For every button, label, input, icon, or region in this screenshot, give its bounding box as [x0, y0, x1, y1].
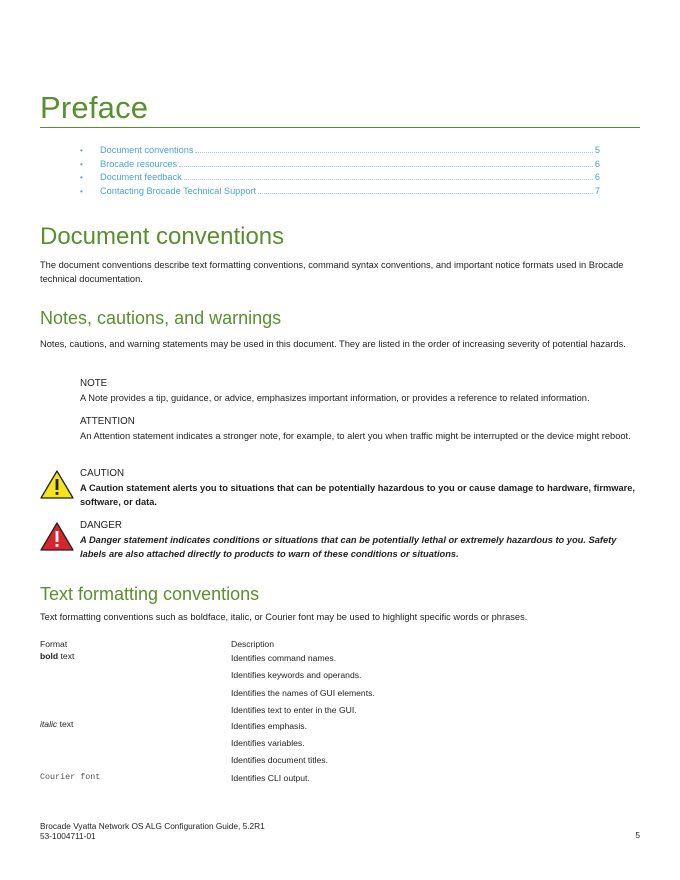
- toc-leader: [184, 178, 593, 180]
- bullet-icon: •: [80, 186, 83, 196]
- danger-text: A Danger statement indicates conditions or situations that can be potentially lethal or extremely hazardous to you. Safety labels are also attached directly to products to warn of these conditions or situations.: [80, 535, 617, 559]
- danger-label: DANGER: [80, 520, 122, 531]
- attention-text: An Attention statement indicates a stronger note, for example, to alert you when traffic might be interrupted or the device might reboot.: [80, 431, 631, 441]
- format-courier-sample: Courier font: [40, 771, 101, 782]
- description-line: Identifies document titles.: [231, 755, 328, 766]
- section-heading-text-formatting: Text formatting conventions: [40, 584, 260, 604]
- toc-item-document-feedback[interactable]: [80, 172, 600, 186]
- description-line: Identifies variables.: [231, 738, 305, 749]
- notes-intro-text: Notes, cautions, and warning statements may be used in this document. They are listed in the order of increasing severity of potential hazards.: [40, 339, 626, 349]
- format-cell: [40, 651, 231, 719]
- formatting-table: [40, 637, 640, 788]
- text-formatting-intro: Text formatting conventions such as boldface, italic, or Courier font may be used to highlight specific words or phrases.: [40, 612, 528, 622]
- toc-page-number: 6: [594, 172, 600, 183]
- table-row: [40, 719, 640, 771]
- toc-leader: [258, 192, 593, 194]
- bullet-icon: •: [80, 173, 83, 183]
- description-line: Identifies keywords and operands.: [231, 670, 362, 681]
- bullet-icon: •: [80, 146, 83, 155]
- description-line: Identifies the names of GUI elements.: [231, 687, 375, 698]
- caution-icon: [40, 469, 74, 499]
- section-heading-document-conventions: Document conventions: [40, 223, 285, 250]
- toc-item-label: Contacting Brocade Technical Support: [100, 185, 257, 196]
- description-cell: [231, 719, 640, 771]
- bullet-icon: •: [80, 159, 83, 169]
- table-row: [40, 651, 640, 719]
- table-of-contents: [80, 145, 600, 199]
- description-line: Identifies emphasis.: [231, 720, 307, 731]
- format-cell: [40, 719, 231, 771]
- description-cell: [231, 771, 640, 788]
- attention-block: [80, 415, 640, 443]
- note-block: [80, 377, 640, 405]
- caution-label: CAUTION: [80, 468, 125, 479]
- table-row: [40, 771, 640, 788]
- note-label: NOTE: [80, 378, 108, 389]
- toc-item-document-conventions[interactable]: [80, 145, 600, 159]
- section-heading-notes: Notes, cautions, and warnings: [40, 308, 282, 328]
- table-header-row: [40, 637, 640, 651]
- footer-part-number: 53-1004711-01: [40, 830, 96, 841]
- page-footer: [40, 822, 265, 841]
- footer-document-title: Brocade Vyatta Network OS ALG Configuration Guide, 5.2R1: [40, 821, 265, 831]
- note-text: A Note provides a tip, guidance, or advice, emphasizes important information, or provides a reference to related information.: [80, 393, 590, 403]
- toc-leader: [179, 165, 593, 167]
- format-suffix: text: [57, 718, 74, 729]
- title-rule: [40, 127, 640, 128]
- caution-text: A Caution statement alerts you to situations that can be potentially hazardous to you or cause damage to hardware, firmware, software, or data.: [80, 483, 635, 507]
- attention-label: ATTENTION: [80, 416, 135, 427]
- danger-block: [80, 519, 640, 561]
- description-line: Identifies text to enter in the GUI.: [231, 704, 357, 715]
- description-line: Identifies command names.: [231, 653, 337, 663]
- toc-leader: [195, 151, 592, 153]
- description-cell: [231, 651, 640, 719]
- caution-block: [80, 467, 640, 509]
- description-line: Identifies CLI output.: [231, 772, 310, 783]
- format-cell: [40, 771, 231, 788]
- format-italic-sample: italic: [40, 718, 58, 729]
- toc-page-number: 6: [594, 158, 600, 169]
- toc-item-label: Document conventions: [100, 145, 194, 155]
- column-header-description: Description: [231, 639, 274, 649]
- format-suffix: text: [58, 651, 75, 661]
- format-bold-sample: bold: [40, 651, 59, 661]
- page-title: Preface: [40, 90, 149, 125]
- danger-icon: [40, 521, 74, 551]
- toc-page-number: 7: [594, 185, 600, 196]
- column-header-format: Format: [40, 639, 68, 649]
- toc-item-label: Document feedback: [100, 172, 182, 183]
- toc-item-technical-support[interactable]: [80, 186, 600, 200]
- toc-item-brocade-resources[interactable]: [80, 159, 600, 173]
- toc-item-label: Brocade resources: [100, 158, 178, 169]
- page-number: 5: [635, 830, 640, 840]
- toc-page-number: 5: [594, 145, 600, 155]
- document-conventions-text: The document conventions describe text formatting conventions, command syntax conventions, and important notice formats used in Brocade technical documentation.: [40, 260, 624, 284]
